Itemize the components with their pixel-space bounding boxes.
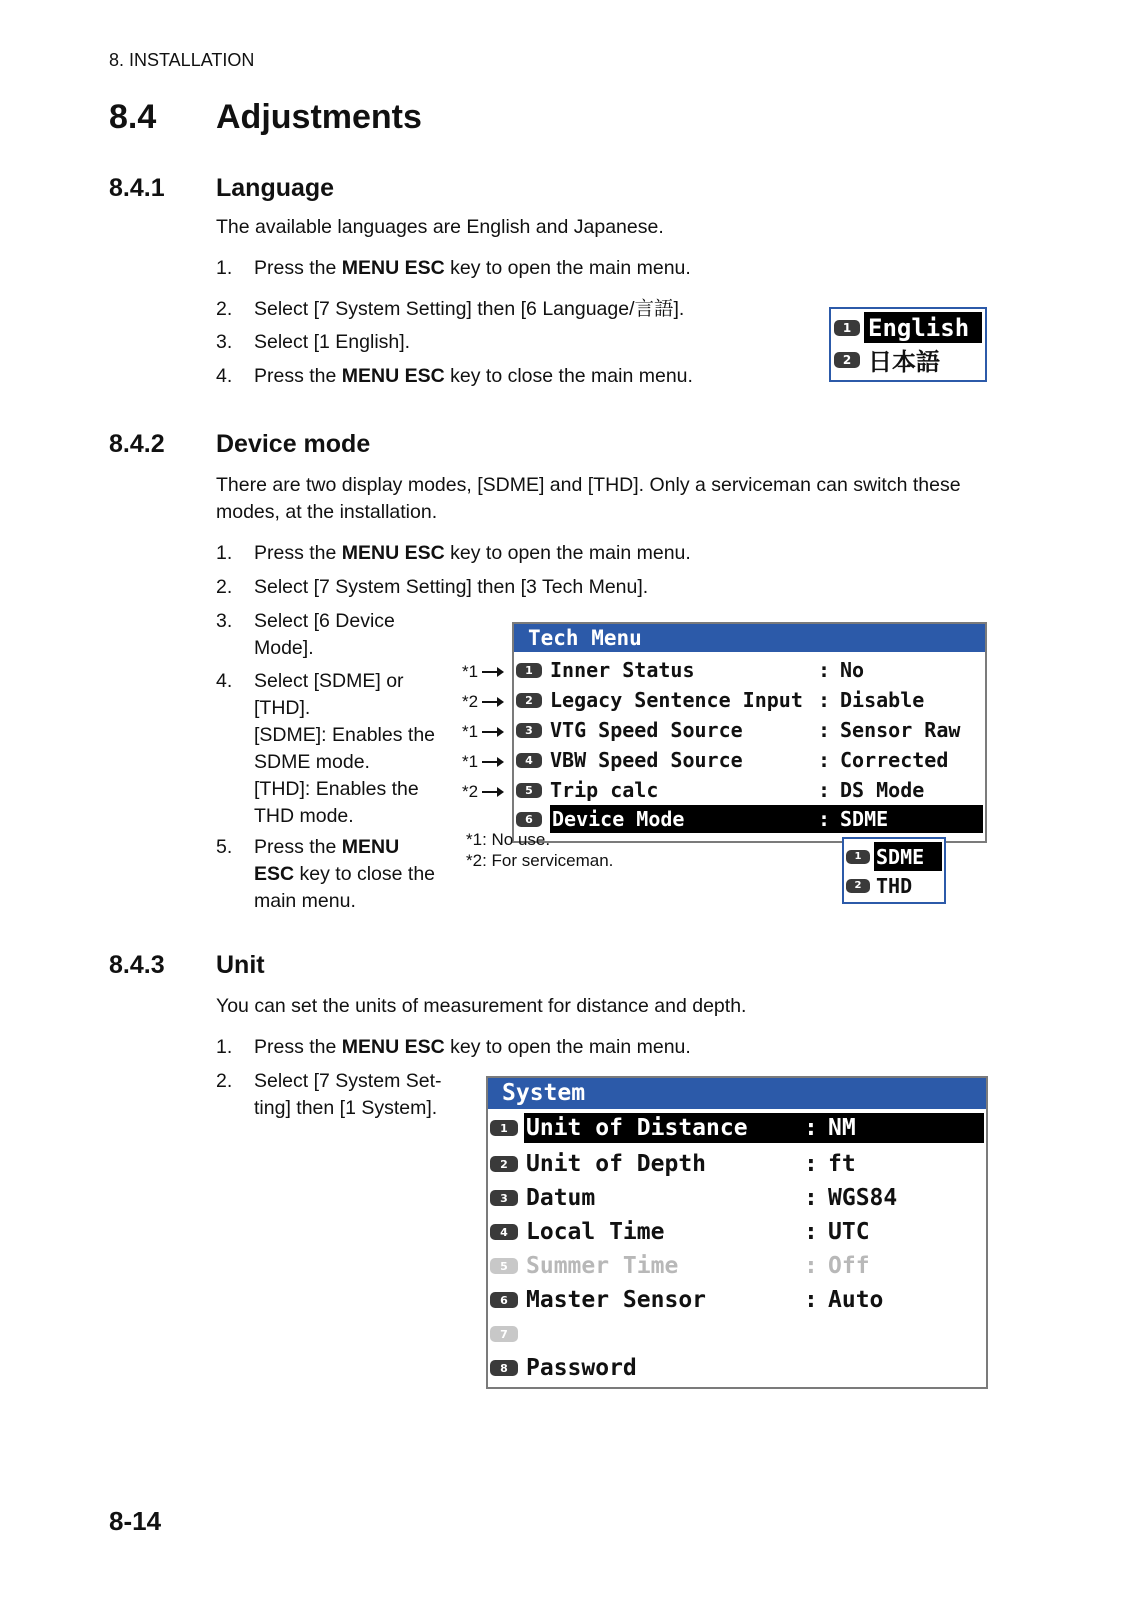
language-intro: The available languages are English and Japanese. (216, 216, 664, 238)
step-number: 2. (216, 298, 233, 320)
step-number: 2. (216, 576, 233, 598)
running-head: 8. INSTALLATION (109, 50, 255, 70)
item-value: SDME (840, 807, 889, 831)
key-5-icon: 5 (516, 783, 542, 798)
system-menu-item[interactable] (490, 1283, 984, 1317)
item-value: NM (828, 1115, 856, 1141)
separator: : (804, 1287, 818, 1313)
item-label: Unit of Depth (526, 1151, 707, 1177)
annotation-marker (462, 782, 502, 802)
key-7-icon: 7 (490, 1326, 518, 1342)
unit-title: Unit (216, 951, 265, 979)
section-number: 8.4 (109, 98, 157, 136)
key-2-icon: 2 (516, 693, 542, 708)
item-value: Auto (828, 1287, 884, 1313)
item-label: Password (526, 1355, 637, 1381)
key-6-icon: 6 (490, 1292, 518, 1308)
system-menu-item[interactable] (490, 1215, 984, 1249)
key-name: MENU ESC (341, 1036, 445, 1058)
step-number: 5. (216, 836, 233, 858)
key-name: MENU ESC (341, 542, 445, 564)
step-text: Select [7 System Setting] then [3 Tech Menu]. (254, 576, 649, 598)
arrow-icon (482, 701, 502, 703)
option-label: 日本語 (868, 348, 940, 376)
key-4-icon: 4 (490, 1224, 518, 1240)
key-2-icon: 2 (490, 1156, 518, 1172)
tech-menu-item[interactable] (516, 655, 983, 685)
marker-text: *2 (462, 782, 479, 801)
unit-intro: You can set the units of measurement for distance and depth. (216, 995, 747, 1017)
separator: : (818, 688, 831, 712)
step-line: Select [7 System Set- (254, 1070, 442, 1092)
step-number: 1. (216, 542, 233, 564)
separator: : (804, 1185, 818, 1211)
annotation-marker (462, 692, 502, 712)
step-text: key to open the main menu. (444, 1036, 691, 1058)
separator: : (818, 778, 831, 802)
annotation-marker (462, 722, 502, 742)
page-number: 8-14 (109, 1506, 162, 1536)
key-3-icon: 3 (516, 723, 542, 738)
marker-text: *1 (462, 662, 479, 681)
device-step-4 (216, 668, 466, 830)
marker-text: *1 (462, 722, 479, 741)
key-name: MENU (341, 836, 400, 858)
separator: : (804, 1115, 818, 1141)
item-value: UTC (828, 1219, 870, 1245)
item-label: Trip calc (550, 778, 659, 802)
step-line: Select [6 Device (254, 610, 395, 632)
step-number: 3. (216, 610, 233, 632)
option-label: English (864, 312, 982, 343)
key-8-icon: 8 (490, 1360, 518, 1376)
item-label: Local Time (526, 1219, 665, 1245)
footnote: *2: For serviceman. (466, 851, 614, 870)
item-label: VBW Speed Source (550, 748, 743, 772)
tech-menu-item[interactable] (516, 775, 983, 805)
key-5-icon: 5 (490, 1258, 518, 1274)
item-value: Sensor Raw (840, 718, 961, 742)
arrow-icon (482, 671, 502, 673)
step-number: 3. (216, 331, 233, 353)
key-name: MENU ESC (341, 257, 445, 279)
step-number: 4. (216, 365, 233, 387)
annotation-marker (462, 662, 502, 682)
section-title: Adjustments (216, 98, 422, 136)
item-value: Off (828, 1253, 870, 1279)
step-text: Press the (254, 836, 342, 858)
step-text: Press the (254, 1036, 342, 1058)
step-number: 4. (216, 670, 233, 692)
step-text: Select [7 System Setting] then [6 Language/言語]. (254, 298, 685, 320)
arrow-icon (482, 761, 502, 763)
language-option-english[interactable] (834, 312, 982, 343)
device-step-5 (216, 834, 466, 915)
step-line: [THD]. (254, 697, 311, 719)
item-label: Master Sensor (526, 1287, 707, 1313)
key-1-icon: 1 (846, 850, 870, 864)
item-value: Disable (840, 688, 925, 712)
step-text: key to close the main menu. (444, 365, 693, 387)
step-line: Mode]. (254, 637, 314, 659)
language-menu (829, 307, 987, 382)
system-menu-item[interactable] (490, 1181, 984, 1215)
arrow-icon (482, 731, 502, 733)
system-menu-item-empty (490, 1317, 984, 1351)
tech-menu-item-selected[interactable] (516, 805, 983, 833)
step-text: Press the (254, 542, 342, 564)
step-number: 1. (216, 257, 233, 279)
language-step-1 (216, 255, 691, 282)
item-value: No (840, 658, 865, 682)
option-label: THD (876, 873, 913, 898)
step-line: [SDME]: Enables the (254, 724, 436, 746)
device-mode-number: 8.4.2 (109, 430, 165, 458)
step-text: Press the (254, 257, 342, 279)
item-label: Summer Time (526, 1253, 679, 1279)
marker-text: *1 (462, 752, 479, 771)
item-label: Datum (526, 1185, 596, 1211)
tech-menu-item[interactable] (516, 685, 983, 715)
key-1-icon: 1 (516, 663, 542, 678)
separator: : (818, 748, 831, 772)
separator: : (804, 1151, 818, 1177)
footnote: *1: No use. (466, 830, 551, 849)
step-text: Select [1 English]. (254, 331, 411, 353)
key-1-icon: 1 (834, 320, 860, 336)
item-value: Corrected (840, 748, 949, 772)
language-title: Language (216, 174, 335, 202)
key-1-icon: 1 (490, 1120, 518, 1136)
annotation-marker (462, 752, 502, 772)
marker-text: *2 (462, 692, 479, 711)
system-menu-item-selected[interactable] (490, 1113, 984, 1143)
separator: : (818, 807, 831, 831)
step-text: key to open the main menu. (444, 257, 691, 279)
language-step-3 (216, 329, 410, 356)
device-mode-title: Device mode (216, 430, 371, 458)
tech-menu-title: Tech Menu (514, 624, 985, 652)
step-number: 1. (216, 1036, 233, 1058)
device-step-2 (216, 574, 648, 601)
tech-menu-item[interactable] (516, 715, 983, 745)
key-3-icon: 3 (490, 1190, 518, 1206)
device-step-1 (216, 540, 691, 567)
device-mode-submenu (842, 837, 946, 904)
arrow-icon (482, 791, 502, 793)
separator: : (804, 1253, 818, 1279)
item-value: WGS84 (828, 1185, 898, 1211)
key-name: MENU ESC (341, 365, 445, 387)
step-text: key to close the (294, 863, 436, 885)
system-menu (486, 1076, 988, 1389)
tech-menu (512, 622, 987, 843)
key-2-icon: 2 (846, 879, 870, 893)
system-menu-item[interactable] (490, 1147, 984, 1181)
separator: : (818, 718, 831, 742)
item-value: ft (828, 1151, 856, 1177)
separator: : (818, 658, 831, 682)
device-step-3 (216, 608, 456, 662)
key-6-icon: 6 (516, 812, 542, 827)
key-name: ESC (254, 863, 295, 885)
system-menu-item-disabled (490, 1249, 984, 1283)
option-label: SDME (874, 842, 942, 871)
step-line: ting] then [1 System]. (254, 1097, 438, 1119)
item-label: Inner Status (550, 658, 695, 682)
separator: : (804, 1219, 818, 1245)
language-step-2 (216, 296, 684, 323)
language-step-4 (216, 363, 693, 390)
unit-step-1 (216, 1034, 691, 1061)
unit-number: 8.4.3 (109, 951, 165, 979)
system-menu-item[interactable] (490, 1351, 984, 1385)
system-menu-title: System (488, 1078, 986, 1109)
device-mode-option-sdme[interactable] (846, 842, 942, 871)
key-2-icon: 2 (834, 352, 860, 368)
step-line: main menu. (254, 890, 356, 912)
item-label: Legacy Sentence Input (550, 688, 803, 712)
step-text: Press the (254, 365, 342, 387)
step-line: [THD]: Enables the (254, 778, 419, 800)
step-text: key to open the main menu. (444, 542, 691, 564)
device-mode-option-thd[interactable] (846, 871, 942, 900)
step-line: SDME mode. (254, 751, 370, 773)
step-number: 2. (216, 1070, 233, 1092)
item-value: DS Mode (840, 778, 925, 802)
unit-step-2 (216, 1068, 466, 1122)
key-4-icon: 4 (516, 753, 542, 768)
device-mode-intro: There are two display modes, [SDME] and [THD]. Only a serviceman can switch these modes, at the installation. (216, 474, 961, 523)
item-label: VTG Speed Source (550, 718, 743, 742)
language-number: 8.4.1 (109, 174, 165, 202)
item-label: Unit of Distance (526, 1115, 748, 1141)
item-label: Device Mode (552, 807, 685, 831)
step-line: Select [SDME] or (254, 670, 404, 692)
tech-menu-item[interactable] (516, 745, 983, 775)
step-line: THD mode. (254, 805, 354, 827)
language-option-japanese[interactable] (834, 343, 982, 376)
